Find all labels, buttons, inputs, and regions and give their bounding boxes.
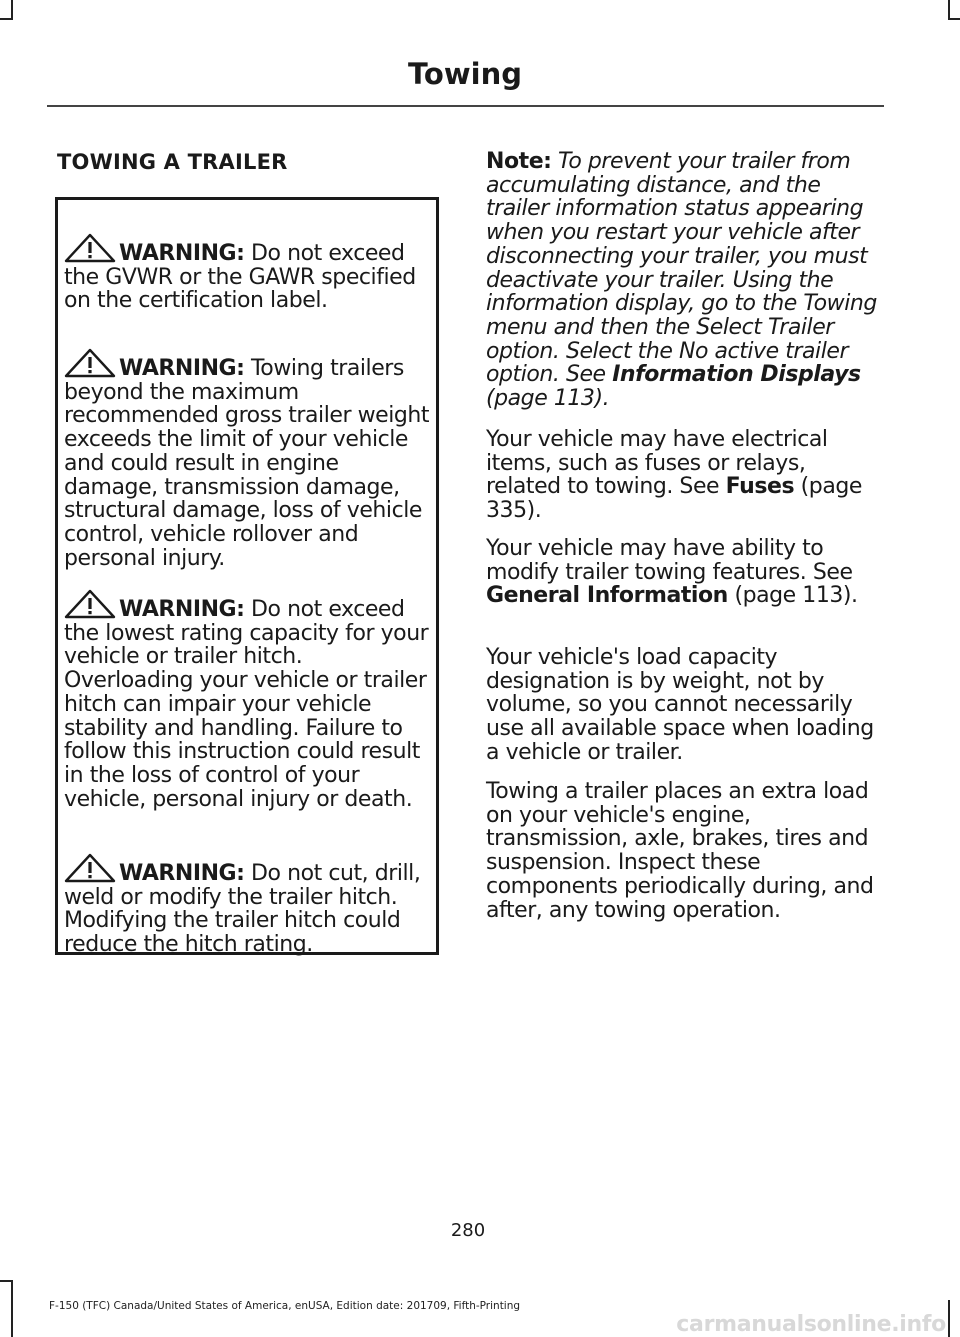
crop-mark [948,0,950,20]
warning-keyword: WARNING: [119,241,245,266]
section-title: TOWING A TRAILER [57,150,288,174]
note-text: To prevent your trailer from accumulating distance, and the trailer information status appearing when you restart your vehicle after disconnecting your trailer, you must deactivate your trailer. Using the information display, go to the Towing menu and then the Select Trailer option. Select the No active trailer option. See [486,149,877,388]
crop-mark [948,18,960,20]
crop-mark [11,1280,13,1337]
warning-keyword: WARNING: [119,861,245,886]
crop-mark [0,18,13,20]
page-reference: (page 113). [727,583,858,609]
warning-triangle-icon [64,589,116,619]
page-reference: (page 113). [486,386,610,412]
warning-keyword: WARNING: [119,597,245,622]
note-lead: Note: [486,149,552,174]
warning-3 [64,589,436,811]
warning-triangle-icon [64,853,116,883]
crop-mark [948,1300,950,1337]
warning-triangle-icon [64,348,116,378]
crop-mark [11,0,13,20]
crop-mark [0,1280,13,1282]
header-rule [47,105,884,107]
cross-reference-link[interactable]: Information Displays [612,362,861,388]
page-header-title: Towing [408,57,522,91]
watermark: carmanualsonline.info [676,1312,946,1337]
warning-keyword: WARNING: [119,356,245,381]
paragraph-text: Your vehicle may have electrical items, such as fuses or relays, related to towing. See [486,427,828,500]
warning-2 [64,348,436,570]
warning-triangle-icon [64,233,116,263]
cross-reference-link[interactable]: Fuses [725,474,795,500]
warning-text: Do not cut, drill, weld or modify the trailer hitch. Modifying the trailer hitch could reduce the hitch rating. [64,861,421,958]
body-paragraph [486,537,880,608]
cross-reference-link[interactable]: General Information [486,583,728,609]
warning-text: Towing trailers beyond the maximum recommended gross trailer weight exceeds the limit of your vehicle and could result in engine damage, transmission damage, structural damage, loss of vehicle control, vehicle rollover and personal injury. [64,356,430,571]
paragraph-text: Your vehicle's load capacity designation is by weight, not by volume, so you cannot necessarily use all available space when loading a vehicle or trailer. [486,645,874,765]
page-reference: (page 335). [486,474,862,524]
warning-1 [64,233,436,313]
body-paragraph [486,646,880,765]
body-paragraph [486,428,880,523]
footer-edition-text: F-150 (TFC) Canada/United States of America, enUSA, Edition date: 201709, Fifth-Printing [49,1300,521,1312]
warning-4 [64,853,436,957]
note-paragraph [486,150,880,411]
paragraph-text: Towing a trailer places an extra load on your vehicle's engine, transmission, axle, brakes, tires and suspension. Inspect these components periodically during, and after, any towing operation. [486,779,874,923]
warning-text: Do not exceed the lowest rating capacity for your vehicle or trailer hitch. Overloading your vehicle or trailer hitch can impair your vehicle stability and handling. Failure to follow this instruction could result in the loss of control of your vehicle, personal injury or death. [64,597,429,812]
warning-text: Do not exceed the GVWR or the GAWR specified on the certification label. [64,241,416,314]
paragraph-text: Your vehicle may have ability to modify trailer towing features. See [486,536,853,585]
page-number: 280 [450,1220,486,1241]
body-paragraph [486,780,880,922]
